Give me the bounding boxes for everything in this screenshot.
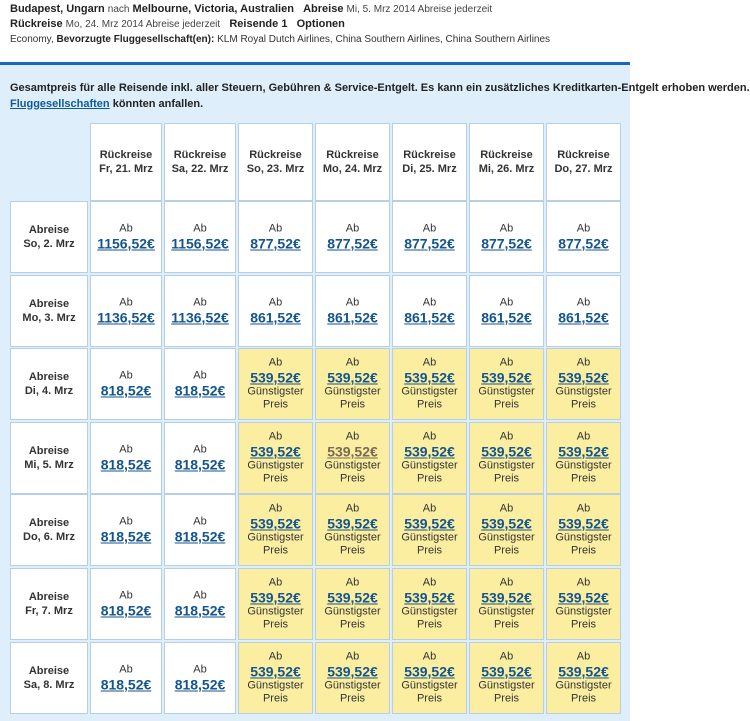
price-cell bbox=[238, 201, 313, 273]
cheapest-price-cell bbox=[238, 642, 313, 714]
cheapest-label: Günstigster bbox=[478, 385, 535, 398]
cheapest-price-cell bbox=[546, 642, 621, 714]
price-link[interactable]: 818,52€ bbox=[100, 456, 152, 473]
departure-header-date: So, 2. Mrz bbox=[23, 238, 75, 250]
price-link[interactable]: 539,52€ bbox=[250, 369, 301, 386]
departure-date-header bbox=[10, 348, 88, 420]
cheapest-label-price: Preis bbox=[493, 544, 520, 557]
from-label: Ab bbox=[576, 502, 591, 515]
price-cell bbox=[90, 422, 162, 494]
from-label: Ab bbox=[345, 502, 360, 515]
airlines-link[interactable]: Fluggesellschaften bbox=[10, 98, 110, 110]
departure-date-header bbox=[10, 422, 88, 494]
from-label: Ab bbox=[422, 430, 437, 443]
from-label: Ab bbox=[119, 443, 133, 456]
price-link[interactable]: 539,52€ bbox=[404, 515, 455, 532]
cheapest-price-cell bbox=[315, 422, 390, 494]
return-header-date: Mi, 26. Mrz bbox=[478, 163, 535, 175]
airlines-label: Bevorzugte Fluggesellschaft(en): bbox=[56, 34, 215, 45]
price-link[interactable]: 539,52€ bbox=[481, 515, 532, 532]
from-label: Ab bbox=[193, 222, 207, 235]
from-label: Ab bbox=[576, 222, 591, 235]
destination: Melbourne, Victoria, Australien bbox=[132, 3, 294, 15]
from-label: Ab bbox=[576, 430, 591, 443]
from-label: Ab bbox=[119, 369, 133, 382]
cheapest-label: Günstigster bbox=[478, 679, 535, 692]
cheapest-price-cell bbox=[469, 568, 544, 640]
departure-header-label: Abreise bbox=[28, 591, 70, 603]
from-label: Ab bbox=[345, 576, 360, 589]
cheapest-label: Günstigster bbox=[401, 385, 458, 398]
from-label: Ab bbox=[576, 576, 591, 589]
price-link[interactable]: 877,52€ bbox=[404, 235, 455, 252]
class-airlines-line bbox=[10, 33, 600, 46]
departure-header-label: Abreise bbox=[28, 665, 70, 677]
cheapest-label-price: Preis bbox=[262, 544, 289, 557]
price-cell bbox=[90, 494, 162, 566]
cheapest-label-price: Preis bbox=[416, 398, 443, 411]
search-summary bbox=[0, 0, 630, 60]
cheapest-label-price: Preis bbox=[493, 618, 520, 631]
cheapest-label-price: Preis bbox=[570, 398, 597, 411]
from-label: Ab bbox=[268, 502, 283, 515]
departure-date-header bbox=[10, 275, 88, 347]
cheapest-label-price: Preis bbox=[493, 398, 520, 411]
price-cell bbox=[164, 201, 236, 273]
price-link[interactable]: 539,52€ bbox=[327, 589, 378, 606]
price-link[interactable]: 539,52€ bbox=[558, 369, 609, 386]
price-link[interactable]: 818,52€ bbox=[100, 528, 152, 545]
cheapest-label: Günstigster bbox=[478, 605, 535, 618]
price-link[interactable]: 1156,52€ bbox=[171, 235, 229, 252]
departure-date-header bbox=[10, 494, 88, 566]
departure-date-header bbox=[10, 201, 88, 273]
departure-value: Mi, 5. Mrz 2014 Abreise jederzeit bbox=[346, 4, 493, 15]
cheapest-price-cell bbox=[315, 568, 390, 640]
from-label: Ab bbox=[422, 650, 437, 663]
price-link[interactable]: 539,52€ bbox=[250, 443, 301, 460]
price-link[interactable]: 818,52€ bbox=[174, 382, 226, 399]
from-label: Ab bbox=[345, 356, 360, 369]
from-label: Ab bbox=[193, 515, 207, 528]
price-link[interactable]: 539,52€ bbox=[558, 589, 609, 606]
price-cell bbox=[90, 348, 162, 420]
cheapest-price-cell bbox=[238, 494, 313, 566]
return-header-date: Do, 27. Mrz bbox=[554, 163, 613, 175]
travelers: Reisende 1 bbox=[229, 18, 288, 30]
cheapest-price-cell bbox=[238, 422, 313, 494]
price-link[interactable]: 861,52€ bbox=[558, 309, 609, 326]
cheapest-label: Günstigster bbox=[247, 531, 304, 544]
cheapest-label: Günstigster bbox=[401, 605, 458, 618]
cheapest-price-cell bbox=[392, 642, 467, 714]
from-label: Ab bbox=[576, 650, 591, 663]
price-link[interactable]: 818,52€ bbox=[174, 528, 226, 545]
return-date-header bbox=[546, 123, 621, 201]
return-line bbox=[10, 18, 345, 31]
notice-text: Gesamtpreis für alle Reisende inkl. aller Steuern, Gebühren & Service-Entgelt. Es kann ein zusätzliches Kreditkarten-Entgelt erhoben werden. bbox=[10, 82, 750, 94]
options: Optionen bbox=[296, 18, 345, 30]
cheapest-label-price: Preis bbox=[262, 398, 289, 411]
from-label: Ab bbox=[193, 663, 207, 676]
cheapest-label: Günstigster bbox=[247, 385, 304, 398]
from-label: Ab bbox=[345, 222, 360, 235]
price-link[interactable]: 861,52€ bbox=[481, 309, 532, 326]
cheapest-label: Günstigster bbox=[555, 459, 612, 472]
cheapest-price-cell bbox=[546, 348, 621, 420]
cheapest-label-price: Preis bbox=[493, 692, 520, 705]
cheapest-label-price: Preis bbox=[262, 618, 289, 631]
route-line bbox=[10, 3, 492, 16]
from-label: Ab bbox=[193, 296, 207, 309]
cheapest-label-price: Preis bbox=[416, 544, 443, 557]
price-link[interactable]: 861,52€ bbox=[327, 309, 378, 326]
return-date-header bbox=[315, 123, 390, 201]
departure-date-header bbox=[10, 568, 88, 640]
price-link[interactable]: 877,52€ bbox=[327, 235, 378, 252]
price-link[interactable]: 539,52€ bbox=[327, 663, 378, 680]
return-header-label: Rückreise bbox=[99, 149, 153, 161]
from-label: Ab bbox=[576, 356, 591, 369]
cheapest-label-price: Preis bbox=[339, 544, 366, 557]
price-link[interactable]: 539,52€ bbox=[404, 663, 455, 680]
from-label: Ab bbox=[576, 296, 591, 309]
cheapest-label-price: Preis bbox=[339, 472, 366, 485]
price-cell bbox=[469, 201, 544, 273]
return-header-date: Sa, 22. Mrz bbox=[171, 163, 229, 175]
origin: Budapest, Ungarn bbox=[10, 3, 105, 15]
from-label: Ab bbox=[268, 222, 283, 235]
from-label: Ab bbox=[499, 430, 514, 443]
from-label: Ab bbox=[119, 296, 133, 309]
price-cell bbox=[392, 201, 467, 273]
price-cell bbox=[164, 348, 236, 420]
price-link[interactable]: 1136,52€ bbox=[97, 309, 155, 326]
price-cell bbox=[469, 275, 544, 347]
return-date-header bbox=[90, 123, 162, 201]
cheapest-price-cell bbox=[469, 642, 544, 714]
cheapest-label: Günstigster bbox=[555, 385, 612, 398]
cheapest-label: Günstigster bbox=[478, 531, 535, 544]
cheapest-label-price: Preis bbox=[570, 472, 597, 485]
price-notice bbox=[10, 80, 750, 112]
price-cell bbox=[90, 275, 162, 347]
return-header-label: Rückreise bbox=[249, 149, 302, 161]
from-label: Ab bbox=[422, 222, 437, 235]
cheapest-label-price: Preis bbox=[570, 618, 597, 631]
return-header-label: Rückreise bbox=[557, 149, 610, 161]
from-label: Ab bbox=[268, 296, 283, 309]
price-cell bbox=[164, 422, 236, 494]
cheapest-label: Günstigster bbox=[324, 459, 381, 472]
return-date-header bbox=[238, 123, 313, 201]
departure-date-header bbox=[10, 642, 88, 714]
cheapest-price-cell bbox=[238, 568, 313, 640]
from-label: Ab bbox=[345, 430, 360, 443]
price-link[interactable]: 818,52€ bbox=[100, 676, 152, 693]
from-label: Ab bbox=[119, 222, 133, 235]
departure-header-label: Abreise bbox=[28, 298, 70, 310]
price-link[interactable]: 539,52€ bbox=[327, 443, 378, 460]
price-link[interactable]: 818,52€ bbox=[174, 602, 226, 619]
cheapest-label: Günstigster bbox=[247, 679, 304, 692]
price-link[interactable]: 539,52€ bbox=[250, 515, 301, 532]
price-cell bbox=[164, 494, 236, 566]
to-word: nach bbox=[107, 4, 130, 15]
departure-label: Abreise bbox=[303, 3, 344, 15]
cheapest-label: Günstigster bbox=[247, 605, 304, 618]
price-link[interactable]: 877,52€ bbox=[250, 235, 301, 252]
notice-after-link: könnten anfallen. bbox=[112, 98, 204, 110]
cheapest-price-cell bbox=[238, 348, 313, 420]
price-link[interactable]: 1136,52€ bbox=[171, 309, 229, 326]
price-cell bbox=[546, 201, 621, 273]
return-date-header bbox=[469, 123, 544, 201]
price-link[interactable]: 539,52€ bbox=[481, 589, 532, 606]
departure-header-date: Di, 4. Mrz bbox=[24, 385, 74, 397]
cheapest-label-price: Preis bbox=[493, 472, 520, 485]
from-label: Ab bbox=[422, 576, 437, 589]
cheapest-price-cell bbox=[315, 642, 390, 714]
cheapest-label: Günstigster bbox=[324, 531, 381, 544]
departure-header-label: Abreise bbox=[28, 517, 70, 529]
return-header-label: Rückreise bbox=[173, 149, 227, 161]
price-cell bbox=[315, 201, 390, 273]
departure-header-date: Do, 6. Mrz bbox=[23, 531, 75, 543]
price-cell bbox=[315, 275, 390, 347]
cheapest-label-price: Preis bbox=[416, 472, 443, 485]
cheapest-price-cell bbox=[546, 568, 621, 640]
price-cell bbox=[164, 275, 236, 347]
price-link[interactable]: 1156,52€ bbox=[97, 235, 155, 252]
from-label: Ab bbox=[119, 589, 133, 602]
from-label: Ab bbox=[499, 576, 514, 589]
cheapest-price-cell bbox=[469, 348, 544, 420]
cheapest-label-price: Preis bbox=[262, 692, 289, 705]
from-label: Ab bbox=[499, 650, 514, 663]
cheapest-label: Günstigster bbox=[324, 385, 381, 398]
from-label: Ab bbox=[499, 502, 514, 515]
departure-header-label: Abreise bbox=[28, 371, 70, 383]
price-cell bbox=[164, 642, 236, 714]
price-link[interactable]: 818,52€ bbox=[174, 676, 226, 693]
price-cell bbox=[164, 568, 236, 640]
price-link[interactable]: 539,52€ bbox=[558, 515, 609, 532]
price-link[interactable]: 861,52€ bbox=[250, 309, 301, 326]
return-value: Mo, 24. Mrz 2014 Abreise jederzeit bbox=[65, 19, 221, 30]
price-link[interactable]: 539,52€ bbox=[404, 443, 455, 460]
cheapest-price-cell bbox=[392, 348, 467, 420]
from-label: Ab bbox=[268, 430, 283, 443]
cheapest-label: Günstigster bbox=[324, 679, 381, 692]
from-label: Ab bbox=[268, 650, 283, 663]
return-header-label: Rückreise bbox=[403, 149, 456, 161]
return-header-date: Di, 25. Mrz bbox=[402, 163, 457, 175]
price-cell bbox=[546, 275, 621, 347]
return-date-header bbox=[164, 123, 236, 201]
cheapest-price-cell bbox=[392, 494, 467, 566]
cheapest-price-cell bbox=[315, 348, 390, 420]
return-header-label: Rückreise bbox=[326, 149, 379, 161]
price-link[interactable]: 539,52€ bbox=[481, 443, 532, 460]
from-label: Ab bbox=[422, 296, 437, 309]
cheapest-price-cell bbox=[469, 494, 544, 566]
departure-header-label: Abreise bbox=[28, 445, 70, 457]
price-link[interactable]: 539,52€ bbox=[327, 515, 378, 532]
cheapest-price-cell bbox=[392, 568, 467, 640]
cheapest-label-price: Preis bbox=[339, 692, 366, 705]
return-label: Rückreise bbox=[10, 18, 63, 30]
from-label: Ab bbox=[422, 502, 437, 515]
cheapest-label-price: Preis bbox=[262, 472, 289, 485]
price-link[interactable]: 877,52€ bbox=[481, 235, 532, 252]
price-link[interactable]: 818,52€ bbox=[100, 602, 152, 619]
price-link[interactable]: 818,52€ bbox=[100, 382, 152, 399]
departure-header-date: Sa, 8. Mrz bbox=[23, 679, 75, 691]
cheapest-label: Günstigster bbox=[401, 679, 458, 692]
cheapest-label: Günstigster bbox=[478, 459, 535, 472]
airlines-value: KLM Royal Dutch Airlines, China Southern Airlines, China Southern Airlines bbox=[217, 34, 551, 45]
price-link[interactable]: 539,52€ bbox=[481, 369, 532, 386]
return-header-label: Rückreise bbox=[480, 149, 533, 161]
cheapest-price-cell bbox=[546, 494, 621, 566]
from-label: Ab bbox=[193, 369, 207, 382]
from-label: Ab bbox=[268, 576, 283, 589]
price-link[interactable]: 539,52€ bbox=[404, 589, 455, 606]
price-link[interactable]: 539,52€ bbox=[481, 663, 532, 680]
price-link[interactable]: 861,52€ bbox=[404, 309, 455, 326]
from-label: Ab bbox=[268, 356, 283, 369]
price-cell bbox=[90, 568, 162, 640]
return-date-header bbox=[392, 123, 467, 201]
cheapest-label-price: Preis bbox=[570, 692, 597, 705]
departure-header-date: Mo, 3. Mrz bbox=[22, 312, 76, 324]
cheapest-price-cell bbox=[392, 422, 467, 494]
from-label: Ab bbox=[193, 443, 207, 456]
from-label: Ab bbox=[119, 663, 133, 676]
price-link[interactable]: 539,52€ bbox=[327, 369, 378, 386]
cheapest-price-cell bbox=[469, 422, 544, 494]
from-label: Ab bbox=[345, 296, 360, 309]
return-header-date: Fr, 21. Mrz bbox=[99, 163, 153, 175]
price-link[interactable]: 539,52€ bbox=[558, 663, 609, 680]
cheapest-label: Günstigster bbox=[555, 605, 612, 618]
cheapest-label: Günstigster bbox=[555, 679, 612, 692]
return-header-date: So, 23. Mrz bbox=[246, 163, 305, 175]
cheapest-label: Günstigster bbox=[247, 459, 304, 472]
price-cell bbox=[90, 201, 162, 273]
price-cell bbox=[238, 275, 313, 347]
cheapest-label: Günstigster bbox=[401, 459, 458, 472]
price-link[interactable]: 877,52€ bbox=[558, 235, 609, 252]
cheapest-price-cell bbox=[546, 422, 621, 494]
from-label: Ab bbox=[499, 296, 514, 309]
price-link[interactable]: 818,52€ bbox=[174, 456, 226, 473]
cheapest-label-price: Preis bbox=[416, 692, 443, 705]
from-label: Ab bbox=[119, 515, 133, 528]
price-link[interactable]: 539,52€ bbox=[404, 369, 455, 386]
travel-class: Economy, bbox=[10, 34, 54, 45]
from-label: Ab bbox=[193, 589, 207, 602]
return-header-date: Mo, 24. Mrz bbox=[322, 163, 383, 175]
cheapest-price-cell bbox=[315, 494, 390, 566]
from-label: Ab bbox=[499, 356, 514, 369]
price-link[interactable]: 539,52€ bbox=[250, 663, 301, 680]
cheapest-label: Günstigster bbox=[555, 531, 612, 544]
from-label: Ab bbox=[422, 356, 437, 369]
cheapest-label: Günstigster bbox=[324, 605, 381, 618]
from-label: Ab bbox=[499, 222, 514, 235]
price-link[interactable]: 539,52€ bbox=[558, 443, 609, 460]
from-label: Ab bbox=[345, 650, 360, 663]
cheapest-label-price: Preis bbox=[416, 618, 443, 631]
price-link[interactable]: 539,52€ bbox=[250, 589, 301, 606]
departure-header-date: Mi, 5. Mrz bbox=[24, 459, 74, 471]
price-cell bbox=[392, 275, 467, 347]
cheapest-label-price: Preis bbox=[339, 398, 366, 411]
price-cell bbox=[90, 642, 162, 714]
cheapest-label: Günstigster bbox=[401, 531, 458, 544]
cheapest-label-price: Preis bbox=[339, 618, 366, 631]
departure-header-label: Abreise bbox=[28, 224, 70, 236]
cheapest-label-price: Preis bbox=[570, 544, 597, 557]
departure-header-date: Fr, 7. Mrz bbox=[25, 605, 73, 617]
